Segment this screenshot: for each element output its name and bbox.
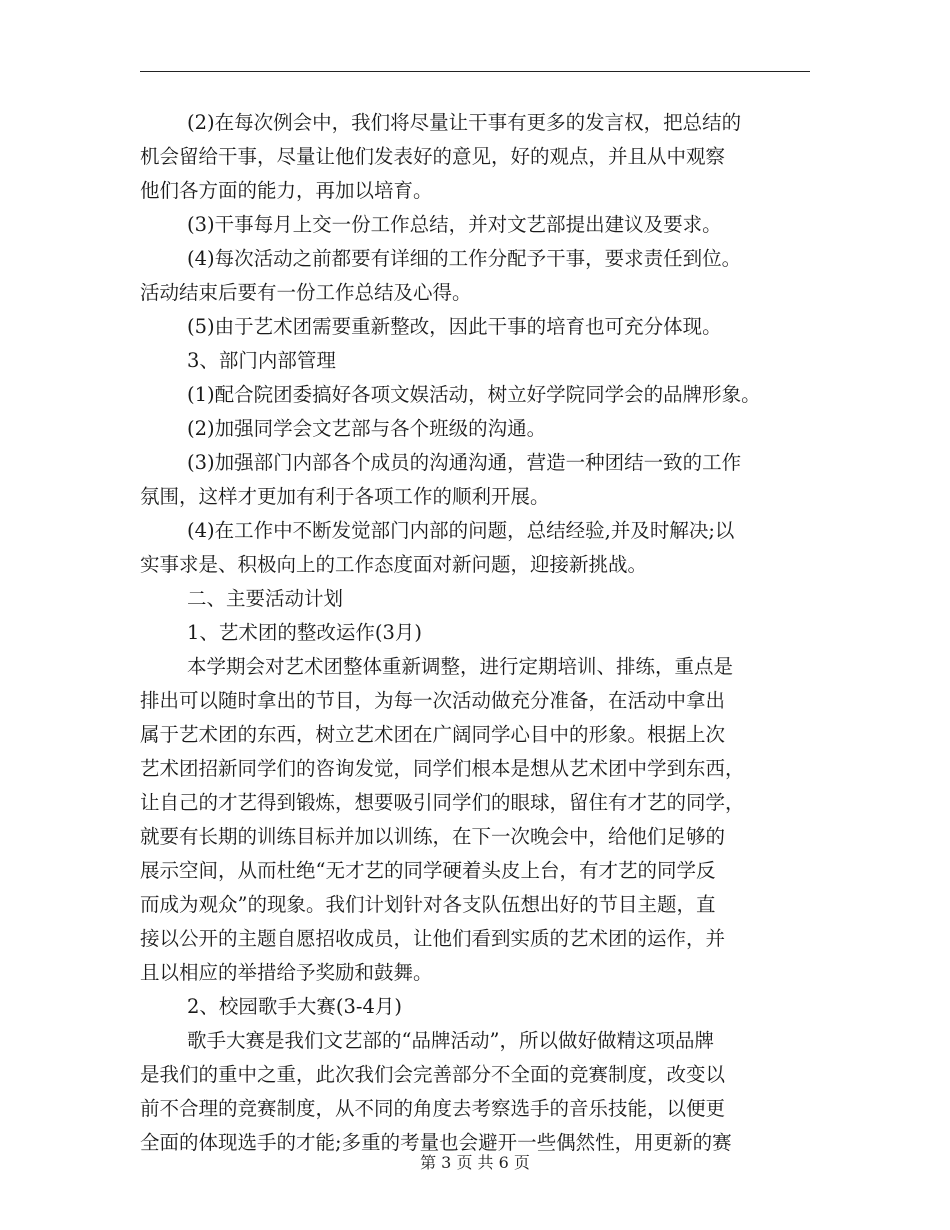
- text-line: (4)在工作中不断发觉部门内部的问题，总结经验,并及时解决;以: [187, 519, 735, 542]
- text-line: 活动结束后要有一份工作总结及心得。: [140, 281, 472, 304]
- text-line: 就要有长期的训练目标并加以训练，在下一次晚会中，给他们足够的: [140, 825, 726, 848]
- text-line: 让自己的才艺得到锻炼，想要吸引同学们的眼球，留住有才艺的同学，: [140, 791, 745, 814]
- text-line: 艺术团招新同学们的咨询发觉，同学们根本是想从艺术团中学到东西，: [140, 757, 745, 780]
- text-line: 本学期会对艺术团整体重新调整，进行定期培训、排练，重点是: [187, 655, 734, 678]
- text-line: 属于艺术团的东西，树立艺术团在广阔同学心目中的形象。根据上次: [140, 723, 726, 746]
- document-body: [140, 106, 812, 1160]
- text-line: 展示空间，从而杜绝“无才艺的同学硬着头皮上台，有才艺的同学反: [140, 859, 716, 882]
- text-line: (3)干事每月上交一份工作总结，并对文艺部提出建议及要求。: [187, 213, 722, 236]
- page-number: 第 3 页 共 6 页: [420, 1153, 530, 1172]
- text-line: 且以相应的举措给予奖励和鼓舞。: [140, 961, 433, 984]
- text-line: (2)加强同学会文艺部与各个班级的沟通。: [187, 417, 547, 440]
- text-line: (5)由于艺术团需要重新整改，因此干事的培育也可充分体现。: [187, 315, 722, 338]
- text-line: (1)配合院团委搞好各项文娱活动，树立好学院同学会的品牌形象。: [187, 383, 761, 406]
- text-line: (3)加强部门内部各个成员的沟通沟通，营造一种团结一致的工作: [187, 451, 742, 474]
- text-line: 歌手大赛是我们文艺部的“品牌活动”，所以做好做精这项品牌: [187, 1029, 714, 1052]
- text-line: 实事求是、积极向上的工作态度面对新问题，迎接新挑战。: [140, 553, 648, 576]
- text-line: (4)每次活动之前都要有详细的工作分配予干事，要求责任到位。: [187, 247, 742, 270]
- text-line: 机会留给干事，尽量让他们发表好的意见，好的观点，并且从中观察: [140, 145, 726, 168]
- header-rule: [140, 71, 810, 72]
- text-line: (2)在每次例会中，我们将尽量让干事有更多的发言权，把总结的: [187, 111, 742, 134]
- text-line: 他们各方面的能力，再加以培育。: [140, 179, 433, 202]
- text-line: 是我们的重中之重，此次我们会完善部分不全面的竞赛制度，改变以: [140, 1063, 726, 1086]
- text-line: 排出可以随时拿出的节目，为每一次活动做充分准备，在活动中拿出: [140, 689, 726, 712]
- text-line: 全面的体现选手的才能;多重的考量也会避开一些偶然性，用更新的赛: [140, 1131, 732, 1154]
- text-line: 接以公开的主题自愿招收成员，让他们看到实质的艺术团的运作，并: [140, 927, 726, 950]
- section-heading: 1、艺术团的整改运作(3月): [187, 621, 423, 644]
- section-heading: 3、部门内部管理: [187, 349, 336, 372]
- text-line: 而成为观众”的现象。我们计划针对各支队伍想出好的节目主题，直: [140, 893, 716, 916]
- text-line: 氛围，这样才更加有利于各项工作的顺利开展。: [140, 485, 550, 508]
- text-line: 前不合理的竞赛制度，从不同的角度去考察选手的音乐技能，以便更: [140, 1097, 726, 1120]
- section-heading: 2、校园歌手大赛(3-4月): [187, 995, 403, 1018]
- section-heading: 二、主要活动计划: [187, 587, 344, 610]
